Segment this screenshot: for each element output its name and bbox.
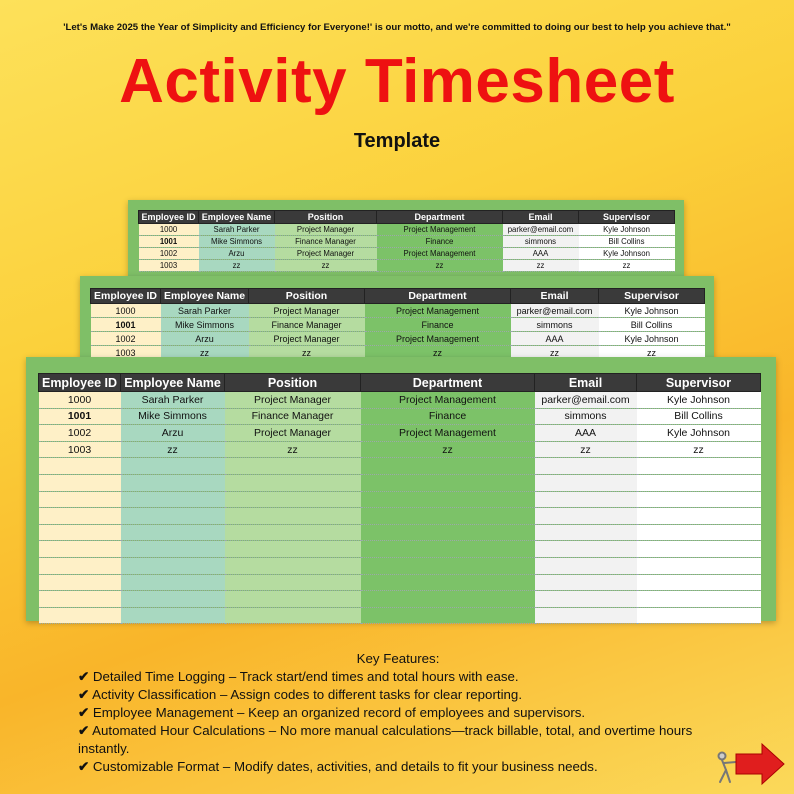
empty-cell — [637, 474, 761, 491]
feature-item — [78, 686, 718, 704]
cell: Project Management — [377, 248, 503, 260]
cell: zz — [199, 260, 275, 272]
header-employee-id: Employee ID — [91, 289, 161, 304]
table-row — [91, 304, 705, 318]
feature-item — [78, 704, 718, 722]
spreadsheet-preview-back — [128, 200, 684, 278]
check-icon: ✔ — [78, 687, 90, 702]
cell: Arzu — [161, 332, 249, 346]
empty-cell — [637, 508, 761, 525]
cell: parker@email.com — [535, 392, 637, 409]
cell: Project Manager — [275, 224, 377, 236]
header-department: Department — [365, 289, 511, 304]
cell: Kyle Johnson — [579, 224, 675, 236]
cell: 1002 — [39, 425, 121, 442]
empty-cell — [39, 508, 121, 525]
empty-cell — [225, 574, 361, 591]
header-employee-id: Employee ID — [39, 374, 121, 392]
empty-cell — [121, 574, 225, 591]
table-row — [139, 260, 675, 272]
empty-cell — [39, 541, 121, 558]
empty-cell — [39, 607, 121, 624]
feature-item — [78, 758, 718, 776]
check-icon: ✔ — [78, 669, 90, 684]
empty-row — [39, 541, 761, 558]
empty-cell — [39, 557, 121, 574]
cell: simmons — [503, 236, 579, 248]
empty-row — [39, 458, 761, 475]
cell: zz — [579, 260, 675, 272]
cell: Project Management — [365, 304, 511, 318]
empty-row — [39, 607, 761, 624]
empty-cell — [361, 591, 535, 608]
header-supervisor: Supervisor — [599, 289, 705, 304]
empty-cell — [225, 508, 361, 525]
empty-cell — [361, 541, 535, 558]
cell: zz — [503, 260, 579, 272]
empty-cell — [637, 607, 761, 624]
empty-cell — [225, 607, 361, 624]
header-email: Email — [503, 211, 579, 224]
cell: Kyle Johnson — [599, 304, 705, 318]
empty-cell — [535, 541, 637, 558]
cell: Kyle Johnson — [637, 392, 761, 409]
feature-text: Detailed Time Logging – Track start/end times and total hours with ease. — [92, 669, 519, 684]
employee-table — [138, 210, 675, 272]
table-row — [139, 224, 675, 236]
empty-cell — [637, 541, 761, 558]
cell: Mike Simmons — [199, 236, 275, 248]
empty-cell — [121, 557, 225, 574]
header-email: Email — [535, 374, 637, 392]
table-row — [39, 392, 761, 409]
check-icon: ✔ — [78, 705, 90, 720]
header-supervisor: Supervisor — [579, 211, 675, 224]
empty-row — [39, 491, 761, 508]
feature-text: Activity Classification – Assign codes to different tasks for clear reporting. — [92, 687, 523, 702]
cell: zz — [275, 260, 377, 272]
cell: 1000 — [139, 224, 199, 236]
cell: zz — [377, 260, 503, 272]
empty-cell — [225, 591, 361, 608]
empty-cell — [637, 557, 761, 574]
cell: AAA — [511, 332, 599, 346]
empty-cell — [39, 491, 121, 508]
cell: Bill Collins — [637, 408, 761, 425]
employee-table — [90, 288, 705, 360]
empty-row — [39, 591, 761, 608]
header-department: Department — [377, 211, 503, 224]
page-subtitle: Template — [353, 130, 441, 152]
cell: Project Manager — [249, 304, 365, 318]
empty-cell — [535, 574, 637, 591]
empty-cell — [39, 591, 121, 608]
header-position: Position — [249, 289, 365, 304]
cell: Finance — [365, 318, 511, 332]
motto-text: 'Let's Make 2025 the Year of Simplicity and Efficiency for Everyone!' is our motto, and we're committed to doing our best to help you achieve that." — [63, 22, 731, 33]
header-employee-id: Employee ID — [139, 211, 199, 224]
empty-cell — [121, 591, 225, 608]
cell: Project Management — [361, 425, 535, 442]
empty-cell — [225, 458, 361, 475]
cell: Project Manager — [225, 392, 361, 409]
header-employee-name: Employee Name — [199, 211, 275, 224]
cell: parker@email.com — [511, 304, 599, 318]
cell: AAA — [535, 425, 637, 442]
cell: Mike Simmons — [161, 318, 249, 332]
cell: simmons — [511, 318, 599, 332]
empty-row — [39, 574, 761, 591]
empty-cell — [637, 524, 761, 541]
employee-table — [38, 373, 761, 624]
table-row — [39, 441, 761, 458]
cell: Project Manager — [249, 332, 365, 346]
empty-row — [39, 508, 761, 525]
table-row — [139, 248, 675, 260]
cell: 1001 — [139, 236, 199, 248]
arrow-right-icon — [712, 742, 786, 786]
empty-cell — [121, 508, 225, 525]
cell: Kyle Johnson — [599, 332, 705, 346]
empty-cell — [535, 508, 637, 525]
cell: zz — [161, 346, 249, 360]
cell: Project Management — [377, 224, 503, 236]
cell: Sarah Parker — [121, 392, 225, 409]
feature-text: Employee Management – Keep an organized record of employees and supervisors. — [92, 705, 586, 720]
empty-row — [39, 474, 761, 491]
cell: zz — [511, 346, 599, 360]
cell: Kyle Johnson — [579, 248, 675, 260]
empty-cell — [225, 474, 361, 491]
header-position: Position — [225, 374, 361, 392]
cell: 1001 — [39, 408, 121, 425]
empty-rows — [39, 458, 761, 624]
cell: AAA — [503, 248, 579, 260]
empty-cell — [121, 458, 225, 475]
empty-cell — [637, 591, 761, 608]
cell: Sarah Parker — [161, 304, 249, 318]
spreadsheet-preview-middle — [80, 276, 714, 360]
cell: zz — [249, 346, 365, 360]
empty-cell — [121, 607, 225, 624]
cell: Arzu — [199, 248, 275, 260]
cell: zz — [365, 346, 511, 360]
feature-item — [78, 668, 718, 686]
empty-row — [39, 524, 761, 541]
empty-cell — [39, 574, 121, 591]
empty-cell — [39, 458, 121, 475]
empty-cell — [121, 491, 225, 508]
empty-cell — [535, 458, 637, 475]
cell: Sarah Parker — [199, 224, 275, 236]
cell: Mike Simmons — [121, 408, 225, 425]
spreadsheet-preview-front — [26, 357, 776, 621]
key-features — [78, 650, 718, 776]
table-row — [91, 332, 705, 346]
header-position: Position — [275, 211, 377, 224]
header-email: Email — [511, 289, 599, 304]
cell: zz — [225, 441, 361, 458]
empty-cell — [637, 574, 761, 591]
empty-cell — [121, 541, 225, 558]
empty-cell — [361, 574, 535, 591]
cell: zz — [599, 346, 705, 360]
cell: 1003 — [139, 260, 199, 272]
empty-cell — [535, 607, 637, 624]
cell: Bill Collins — [579, 236, 675, 248]
empty-cell — [535, 524, 637, 541]
cell: zz — [535, 441, 637, 458]
cell: Project Management — [361, 392, 535, 409]
empty-cell — [361, 524, 535, 541]
header-employee-name: Employee Name — [121, 374, 225, 392]
empty-cell — [361, 607, 535, 624]
cell: zz — [121, 441, 225, 458]
cell: 1001 — [91, 318, 161, 332]
cell: 1003 — [91, 346, 161, 360]
cell: 1002 — [139, 248, 199, 260]
cell: 1002 — [91, 332, 161, 346]
empty-cell — [39, 524, 121, 541]
cell: Arzu — [121, 425, 225, 442]
header-employee-name: Employee Name — [161, 289, 249, 304]
table-row — [91, 318, 705, 332]
check-icon: ✔ — [78, 759, 90, 774]
cell: 1000 — [91, 304, 161, 318]
empty-cell — [225, 557, 361, 574]
empty-cell — [225, 541, 361, 558]
table-row — [39, 408, 761, 425]
cell: Finance — [377, 236, 503, 248]
empty-cell — [225, 491, 361, 508]
empty-cell — [361, 491, 535, 508]
empty-cell — [121, 474, 225, 491]
empty-cell — [361, 458, 535, 475]
empty-cell — [121, 524, 225, 541]
key-features-heading: Key Features: — [356, 651, 440, 666]
cell: Finance Manager — [249, 318, 365, 332]
cell: 1003 — [39, 441, 121, 458]
header-supervisor: Supervisor — [637, 374, 761, 392]
cell: Kyle Johnson — [637, 425, 761, 442]
empty-cell — [637, 491, 761, 508]
empty-cell — [535, 591, 637, 608]
table-row — [39, 425, 761, 442]
feature-text: Automated Hour Calculations – No more manual calculations—track billable, total, and overtime hours instantly. — [78, 723, 693, 756]
cell: Project Manager — [225, 425, 361, 442]
cell: Finance Manager — [275, 236, 377, 248]
feature-item — [78, 722, 718, 758]
header-department: Department — [361, 374, 535, 392]
cell: zz — [637, 441, 761, 458]
empty-cell — [361, 474, 535, 491]
empty-cell — [535, 557, 637, 574]
check-icon: ✔ — [78, 723, 90, 738]
table-row — [139, 236, 675, 248]
empty-cell — [535, 491, 637, 508]
empty-cell — [535, 474, 637, 491]
cell: Finance — [361, 408, 535, 425]
feature-text: Customizable Format – Modify dates, activities, and details to fit your business needs. — [92, 759, 598, 774]
empty-cell — [637, 458, 761, 475]
empty-cell — [361, 508, 535, 525]
cell: 1000 — [39, 392, 121, 409]
cell: zz — [361, 441, 535, 458]
cell: simmons — [535, 408, 637, 425]
cell: Project Manager — [275, 248, 377, 260]
empty-cell — [361, 557, 535, 574]
cell: Finance Manager — [225, 408, 361, 425]
cell: Bill Collins — [599, 318, 705, 332]
page-title: Activity Timesheet — [119, 47, 675, 116]
cell: parker@email.com — [503, 224, 579, 236]
next-arrow-button[interactable] — [712, 742, 786, 786]
cell: Project Management — [365, 332, 511, 346]
empty-cell — [225, 524, 361, 541]
empty-cell — [39, 474, 121, 491]
empty-row — [39, 557, 761, 574]
